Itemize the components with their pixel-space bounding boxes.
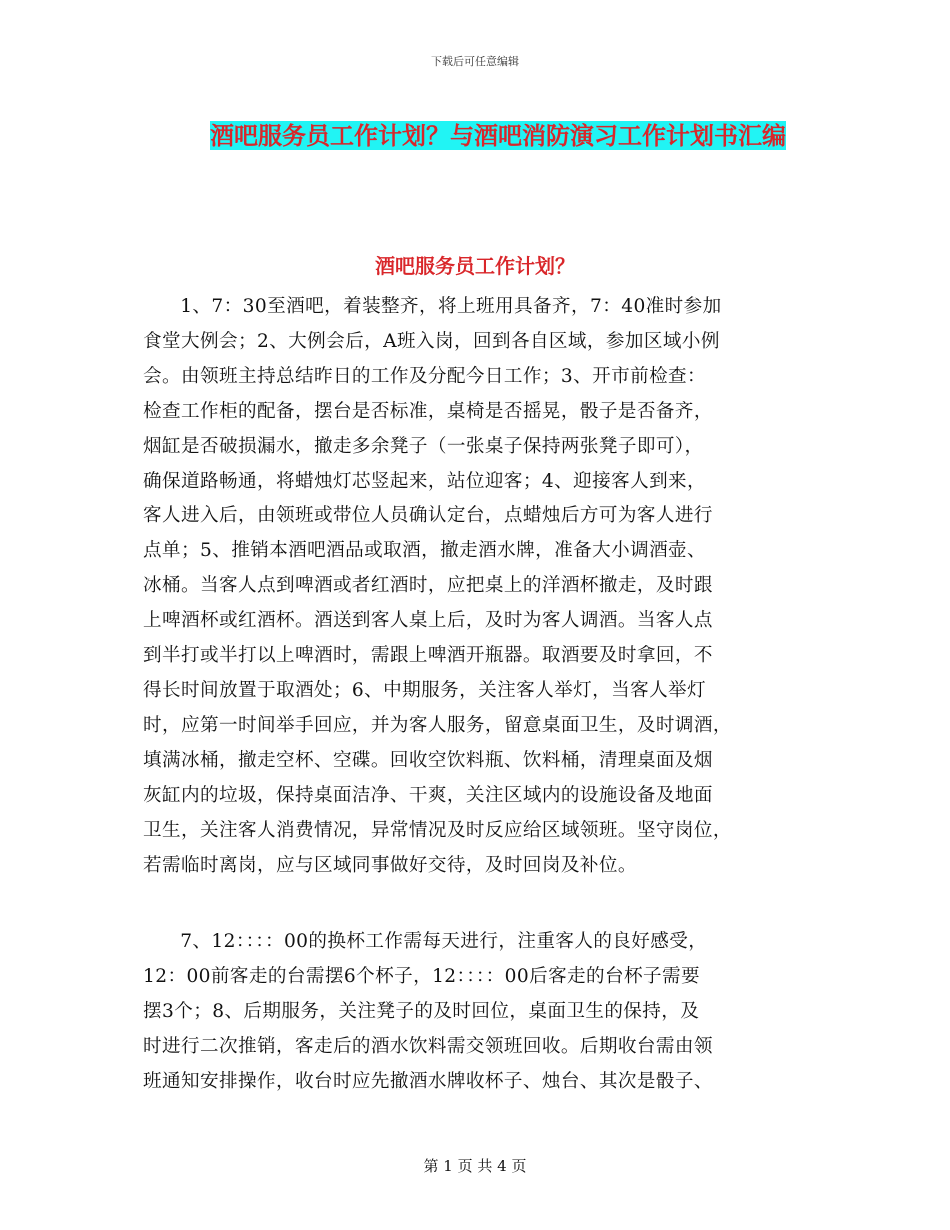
- body-paragraph: 1、7：30至酒吧，着装整齐，将上班用具备齐，7：40准时参加 食堂大例会；2、大例会后，A班入岗，回到各自区域，参加区域小例 会。由领班主持总结昨日的工作及分配今日工作；3、开市前检查： 检查工作柜的配备，摆台是否标准，桌椅是否摇晃，骰子是否备齐， 烟缸是否破损漏水，撤走多余凳子（一张桌子保持两张凳子即可）， 确保道路畅通，将蜡烛灯芯竖起来，站位迎客；4、迎接客人到来， 客人进入后，由领班或带位人员确认定台，点蜡烛后方可为客人进行 点单；5、推销本酒吧酒品或取酒，撤走酒水牌，准备大小调酒壶、 冰桶。当客人点到啤酒或者红酒时，应把桌上的洋酒杯撤走，及时跟 上啤酒杯或红酒杯。酒送到客人桌上后，及时为客人调酒。当客人点 到半打或半打以上啤酒时，需跟上啤酒开瓶器。取酒要及时拿回，不 得长时间放置于取酒处；6、中期服务，关注客人举灯，当客人举灯 时，应第一时间举手回应，并为客人服务，留意桌面卫生，及时调酒， 填满冰桶，撤走空杯、空碟。回收空饮料瓶、饮料桶，清理桌面及烟 灰缸内的垃圾，保持桌面洁净、干爽，关注区域内的设施设备及地面 卫生，关注客人消费情况，异常情况及时反应给区域领班。坚守岗位， 若需临时离岗，应与区域同事做好交待，及时回岗及补位。: [143, 296, 732, 876]
- section-title: 酒吧服务员工作计划？: [375, 254, 575, 278]
- page-header: 下载后可任意编辑: [431, 55, 519, 68]
- page-footer: 第 1 页 共 4 页: [423, 1157, 527, 1175]
- document-title: [178, 112, 818, 160]
- document-title-text: 酒吧服务员工作计划？与酒吧消防演习工作计划书汇编: [210, 121, 786, 150]
- body-paragraph: 7、12：：：：00的换杯工作需每天进行，注重客人的良好感受， 12：00前客走的台需摆6个杯子，12：：：：00后客走的台杯子需要 摆3个；8、后期服务，关注凳子的及时回位，桌面卫生的保持，及 时进行二次推销，客走后的酒水饮料需交领班回收。后期收台需由领 班通知安排操作，收台时应先撤酒水牌收杯子、烛台、其次是骰子、: [143, 931, 713, 1092]
